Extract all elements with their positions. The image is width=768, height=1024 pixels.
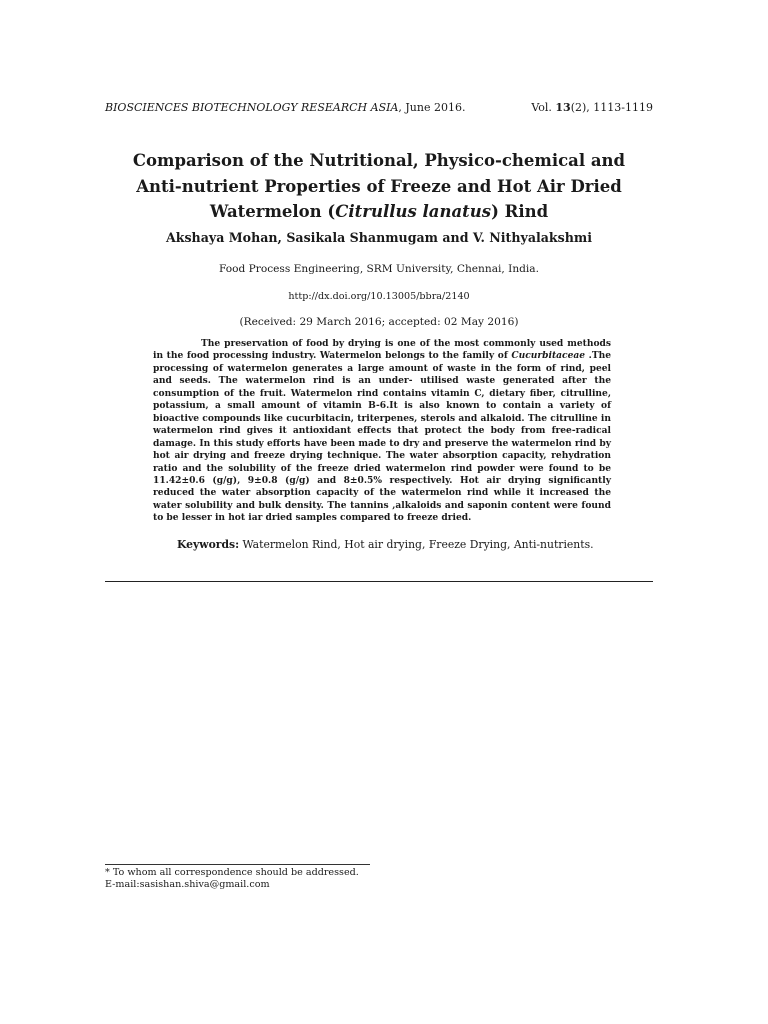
section-divider [105,581,653,582]
volume-info [531,100,653,116]
keywords [177,537,617,553]
journal-name: BIOSCIENCES BIOTECHNOLOGY RESEARCH ASIA [105,101,399,114]
author-list: Akshaya Mohan, Sasikala Shanmugam and V. Nithyalakshmi [165,230,593,245]
footnote-note: * To whom all correspondence should be addressed. [105,867,359,878]
title-line-3-post: ) Rind [491,202,549,221]
keywords-label: Keywords: [177,538,240,551]
abstract-part-2: .The processing of watermelon generates a large amount of waste in the form of rind, peel and seeds. The watermelon rind is an under- utilised waste generated after the consumption of the fruit. Watermelon rind contains vitamin C, dietary fiber, citrulline, potassium, a small amount of vitamin B-6.It is also known to contain a variety of bioactive compounds like cucurbitacin, triterpenes, sterols and alkaloid. The citrulline in watermelon rind gives it antioxidant effects that protect the body from free-radical damage. In this study efforts have been made to dry and preserve the watermelon rind by hot air drying and freeze drying technique. The water absorption capacity, rehydration ratio and the solubility of the freeze dried watermelon rind powder were found to be 11.42±0.6 (g/g), 9±0.8 (g/g) and 8±0.5% respectively. Hot air drying significantly reduced the water absorption capacity of the watermelon rind while it increased the water solubility and bulk density. The tannins ,alkaloids and saponin content were found to be lesser in hot iar dried samples compared to freeze dried. [153,350,612,524]
received-dates: (Received: 29 March 2016; accepted: 02 May 2016) [239,316,519,328]
title-line-2: Anti-nutrient Properties of Freeze and Hot Air Dried [136,176,622,196]
doi-link[interactable]: http://dx.doi.org/10.13005/bbra/2140 [288,291,470,302]
paper-title [130,148,628,225]
running-head [105,100,653,116]
volume-number: 13 [555,101,571,114]
abstract-family-name: Cucurbitaceae [511,350,586,362]
volume-prefix: Vol. [531,101,556,114]
footnote-divider [105,864,370,865]
title-line-3-pre: Watermelon ( [209,202,336,221]
publication-date: , June 2016. [398,101,466,114]
abstract [153,338,611,525]
affiliation: Food Process Engineering, SRM University, Chennai, India. [218,263,539,275]
footnote-email[interactable]: E-mail:sasishan.shiva@gmail.com [105,879,270,890]
title-line-3 [130,199,628,225]
journal-citation [105,100,465,116]
keywords-text: Watermelon Rind, Hot air drying, Freeze Drying, Anti-nutrients. [239,538,594,551]
issue-pages: (2), 1113-1119 [570,101,653,114]
abstract-part-1: The preservation of food by drying is one of the most commonly used methods in the food processing industry. Watermelon belongs to the family of [153,338,611,362]
correspondence-footnote [105,867,405,891]
title-line-1: Comparison of the Nutritional, Physico-chemical and [132,151,626,170]
species-name: Citrullus lanatus [335,202,492,221]
